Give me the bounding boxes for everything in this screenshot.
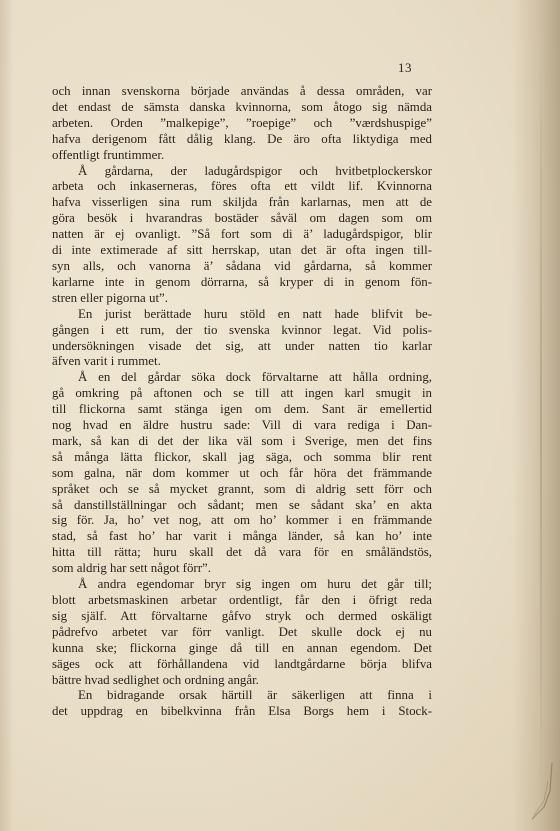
text-line: di inte extimerade af sitt herrskap, utan det är ofta ingen till-: [52, 243, 432, 258]
text-line: undersökningen visade det sig, att under natten tio karlar: [52, 338, 432, 353]
text-line: blott arbetsmaskinen arbetar ordentligt, får den i öfrigt reda: [52, 593, 432, 607]
text-line: Å gårdarna, der ladugårdspigor och hvitbetplockerskor: [78, 163, 432, 178]
text-line: hafva visserligen sina rum skiljda från karlarnas, men att de: [52, 195, 432, 210]
text-line: kunna ske; flickorna ginge då till en annan egendom. Det: [52, 640, 432, 655]
text-line: karlarne inte in genom dörrarna, så kryper di in genom fön-: [52, 274, 432, 289]
text-line: En bidragande orsak härtill är säkerligen att finna i: [78, 688, 432, 703]
text-line: språket och se så mycket grannt, som di aldrig sett förr och: [52, 481, 432, 496]
text-line: syn alls, och vanorna ä’ sådana vid gårdarna, så kommer: [52, 258, 432, 273]
text-line: hitta till rätta; huru skall det då vara för en småländstös,: [52, 545, 432, 560]
page-number: 13: [398, 60, 412, 75]
text-line: göra besök i hvarandras bostäder såväl om dagen som om: [52, 211, 432, 226]
page-right-shadow: [512, 0, 560, 831]
text-line: stren eller pigorna ut”.: [52, 290, 168, 305]
text-line: arbeten. Orden ”malkepige”, ”roepige” och ”værdshuspige”: [52, 115, 432, 130]
text-line: Å en del gårdar söka dock förvaltarne att hålla ordning,: [78, 370, 432, 385]
text-line: till flickorna samt stänga igen om dem. Sant är emellertid: [52, 402, 432, 417]
text-line: En jurist berättade huru stöld en natt hade blifvit be-: [78, 306, 432, 321]
text-line: gå omkring på aftonen och se till att ingen karl smugit in: [52, 386, 432, 401]
text-line: mark, så kan di det der lika väl som i Sverige, men det fins: [52, 433, 432, 448]
text-line: natten är ej ovanligt. ”Så fort som di ä’ ladugårdspigor, blir: [52, 227, 432, 242]
text-line: sig själf. Att förvaltarne gåfvo stryk och dermed oskäligt: [52, 608, 432, 623]
text-line: så många lätta flickor, skall jag säga, och somma blir rent: [52, 449, 432, 464]
text-line: pådrefvo arbetet var förr vanligt. Det skulle dock ej nu: [52, 624, 432, 639]
page-left-shadow: [0, 0, 14, 831]
corner-curl-decoration: [514, 761, 554, 821]
text-line: och innan svenskorna började användas å dessa områden, var: [52, 84, 432, 98]
text-line: det endast de sämsta danska kvinnorna, som åtogo sig nämda: [52, 99, 432, 114]
text-line: äfven varit i rummet.: [52, 354, 161, 369]
text-line: som aldrig har sett något förr”.: [52, 561, 211, 576]
text-line: så danstillställningar och sådant; men se sådant ska’ en akta: [52, 497, 432, 512]
text-line: stad, så fast ho’ har varit i många länder, så kan ho’ inte: [52, 529, 432, 544]
page-fold-mark: [540, 40, 542, 800]
text-line: hafva derigenom fått dålig klang. De äro ofta liktydiga med: [52, 131, 432, 146]
text-line: sig för. Ja, ho’ vet nog, att om ho’ kommer i en främmande: [52, 513, 432, 528]
text-line: gången i ett rum, der tio svenska kvinnor legat. Vid polis-: [52, 322, 432, 337]
text-line: säges ock att förhållandena vid landtgårdarne börja blifva: [52, 656, 432, 671]
text-line: nog hvad en äldre hustru sade: Vill di vara rediga i Dan-: [52, 418, 432, 433]
body-text: [52, 84, 432, 720]
text-line: offentligt fruntimmer.: [52, 147, 165, 162]
text-line: som galna, när dom kommer ut och får höra det främmande: [52, 465, 432, 480]
text-line: det uppdrag en bibelkvinna från Elsa Borgs hem i Stock-: [52, 704, 432, 719]
text-line: bättre hvad sedlighet och ordning angår.: [52, 672, 259, 687]
text-line: Å andra egendomar bryr sig ingen om huru det går till;: [78, 577, 432, 592]
text-line: arbeta och inkaserneras, föres ofta ett vildt lif. Kvinnorna: [52, 179, 432, 194]
